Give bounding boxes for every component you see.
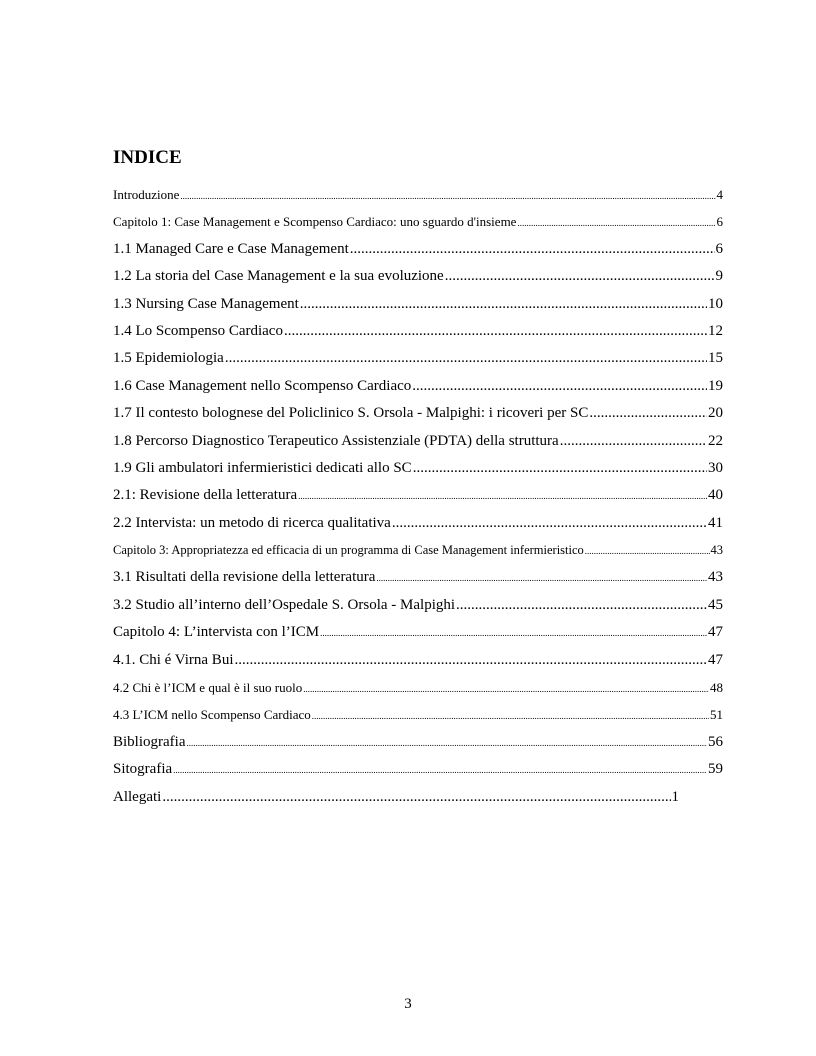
toc-dot-leader — [320, 620, 707, 646]
toc-entry-page: 47 — [708, 624, 723, 641]
toc-entry-label: Bibliografia — [113, 733, 186, 750]
toc-entry[interactable] — [113, 208, 723, 235]
toc-entry-label: Sitografia — [113, 761, 173, 778]
toc-entry[interactable] — [113, 564, 723, 591]
toc-entry[interactable] — [113, 318, 723, 345]
toc-entry-label: 1.8 Percorso Diagnostico Terapeutico Assistenziale (PDTA) della struttura — [113, 432, 559, 449]
toc-entry-label: 1.6 Case Management nello Scompenso Cardiaco — [113, 377, 412, 394]
toc-entry-label: 1.4 Lo Scompenso Cardiaco — [113, 322, 283, 339]
toc-dot-leader — [162, 784, 670, 811]
toc-entry[interactable] — [113, 236, 723, 263]
toc-dot-leader — [312, 703, 709, 728]
toc-entry[interactable] — [113, 537, 723, 564]
toc-entry[interactable] — [113, 756, 723, 783]
toc-entry-page: 19 — [708, 377, 723, 394]
toc-dot-leader — [350, 236, 715, 263]
toc-entry-page: 59 — [708, 761, 723, 778]
toc-dot-leader — [300, 291, 707, 318]
toc-dot-leader — [589, 400, 707, 427]
toc-entry[interactable] — [113, 592, 723, 619]
toc-dot-leader — [412, 373, 707, 400]
toc-entry-label: Introduzione — [113, 187, 180, 202]
toc-entry[interactable] — [113, 400, 723, 427]
toc-entry[interactable] — [113, 291, 723, 318]
toc-entry-page: 30 — [708, 459, 723, 476]
toc-entry-page: 12 — [708, 322, 723, 339]
toc-entry-label: 1.1 Managed Care e Case Management — [113, 240, 349, 257]
toc-entry-label: 4.2 Chi è l’ICM e qual è il suo ruolo — [113, 680, 303, 696]
toc-dot-leader — [456, 592, 707, 619]
toc-entry-page: 20 — [708, 405, 723, 422]
toc-entry[interactable] — [113, 345, 723, 372]
toc-dot-leader — [560, 428, 707, 455]
toc-entry-label: 2.1: Revisione della letteratura — [113, 487, 298, 504]
toc-entry-label: Capitolo 1: Case Management e Scompenso Cardiaco: uno sguardo d'insieme — [113, 214, 517, 230]
toc-entry-page: 10 — [708, 295, 723, 312]
toc-entry[interactable] — [113, 482, 723, 509]
toc-dot-leader — [284, 318, 707, 345]
toc-dot-leader — [445, 263, 715, 290]
toc-entry-page: 22 — [708, 432, 723, 449]
toc-entry-label: 1.3 Nursing Case Management — [113, 295, 299, 312]
toc-entry[interactable] — [113, 619, 723, 646]
toc-dot-leader — [413, 455, 707, 482]
toc-entry[interactable] — [113, 455, 723, 482]
toc-entry-label: 4.1. Chi é Virna Bui — [113, 651, 234, 668]
toc-entry-page: 6 — [716, 214, 723, 230]
table-of-contents — [113, 181, 723, 811]
toc-dot-leader — [298, 483, 707, 509]
toc-entry-label: 3.1 Risultati della revisione della letteratura — [113, 569, 376, 586]
toc-entry-page: 51 — [710, 707, 723, 723]
toc-dot-leader — [225, 345, 707, 372]
toc-entry-label: 1.7 Il contesto bolognese del Policlinico S. Orsola - Malpighi: i ricoveri per SC — [113, 405, 589, 422]
toc-entry-label: 1.9 Gli ambulatori infermieristici dedicati allo SC — [113, 459, 412, 476]
toc-entry-page: 15 — [708, 350, 723, 367]
toc-dot-leader — [392, 510, 707, 537]
toc-dot-leader — [303, 676, 709, 701]
toc-entry-page: 1 — [671, 788, 679, 805]
toc-entry-page: 9 — [715, 268, 723, 285]
toc-entry-label: Capitolo 3: Appropriatezza ed efficacia di un programma di Case Management infermieristico — [113, 543, 584, 558]
toc-entry-page: 45 — [708, 596, 723, 613]
toc-dot-leader — [173, 757, 707, 783]
toc-dot-leader — [234, 647, 707, 674]
toc-entry[interactable] — [113, 510, 723, 537]
toc-entry-label: 4.3 L’ICM nello Scompenso Cardiaco — [113, 707, 311, 723]
toc-entry[interactable] — [113, 263, 723, 290]
toc-entry-label: 3.2 Studio all’interno dell’Ospedale S. Orsola - Malpighi — [113, 596, 456, 613]
toc-entry-page: 4 — [716, 187, 723, 202]
toc-entry[interactable] — [113, 647, 723, 674]
toc-entry-label: 1.5 Epidemiologia — [113, 350, 224, 367]
toc-entry[interactable] — [113, 428, 723, 455]
page-number: 3 — [404, 996, 412, 1012]
toc-entry[interactable] — [113, 701, 723, 728]
toc-entry[interactable] — [113, 674, 723, 701]
toc-entry-label: 1.2 La storia del Case Management e la sua evoluzione — [113, 268, 444, 285]
toc-entry[interactable] — [113, 373, 723, 400]
toc-dot-leader — [585, 538, 710, 564]
toc-entry-page: 6 — [715, 240, 723, 257]
toc-entry-label: 2.2 Intervista: un metodo di ricerca qualitativa — [113, 514, 391, 531]
toc-entry-label: Allegati — [113, 788, 162, 805]
toc-entry-page: 41 — [708, 514, 723, 531]
toc-entry[interactable] — [113, 729, 723, 756]
toc-dot-leader — [186, 730, 707, 756]
toc-entry-page: 47 — [708, 651, 723, 668]
toc-entry-page: 43 — [710, 543, 723, 558]
toc-dot-leader — [180, 183, 715, 208]
toc-entry-page: 56 — [708, 733, 723, 750]
toc-entry-label: Capitolo 4: L’intervista con l’ICM — [113, 624, 320, 641]
toc-entry-page: 40 — [708, 487, 723, 504]
toc-entry-page: 43 — [708, 569, 723, 586]
toc-dot-leader — [376, 565, 707, 591]
toc-entry-page: 48 — [710, 680, 723, 696]
toc-dot-leader — [517, 210, 715, 235]
page-title: INDICE — [113, 147, 182, 168]
toc-entry[interactable] — [113, 181, 723, 208]
toc-entry[interactable] — [113, 784, 679, 811]
